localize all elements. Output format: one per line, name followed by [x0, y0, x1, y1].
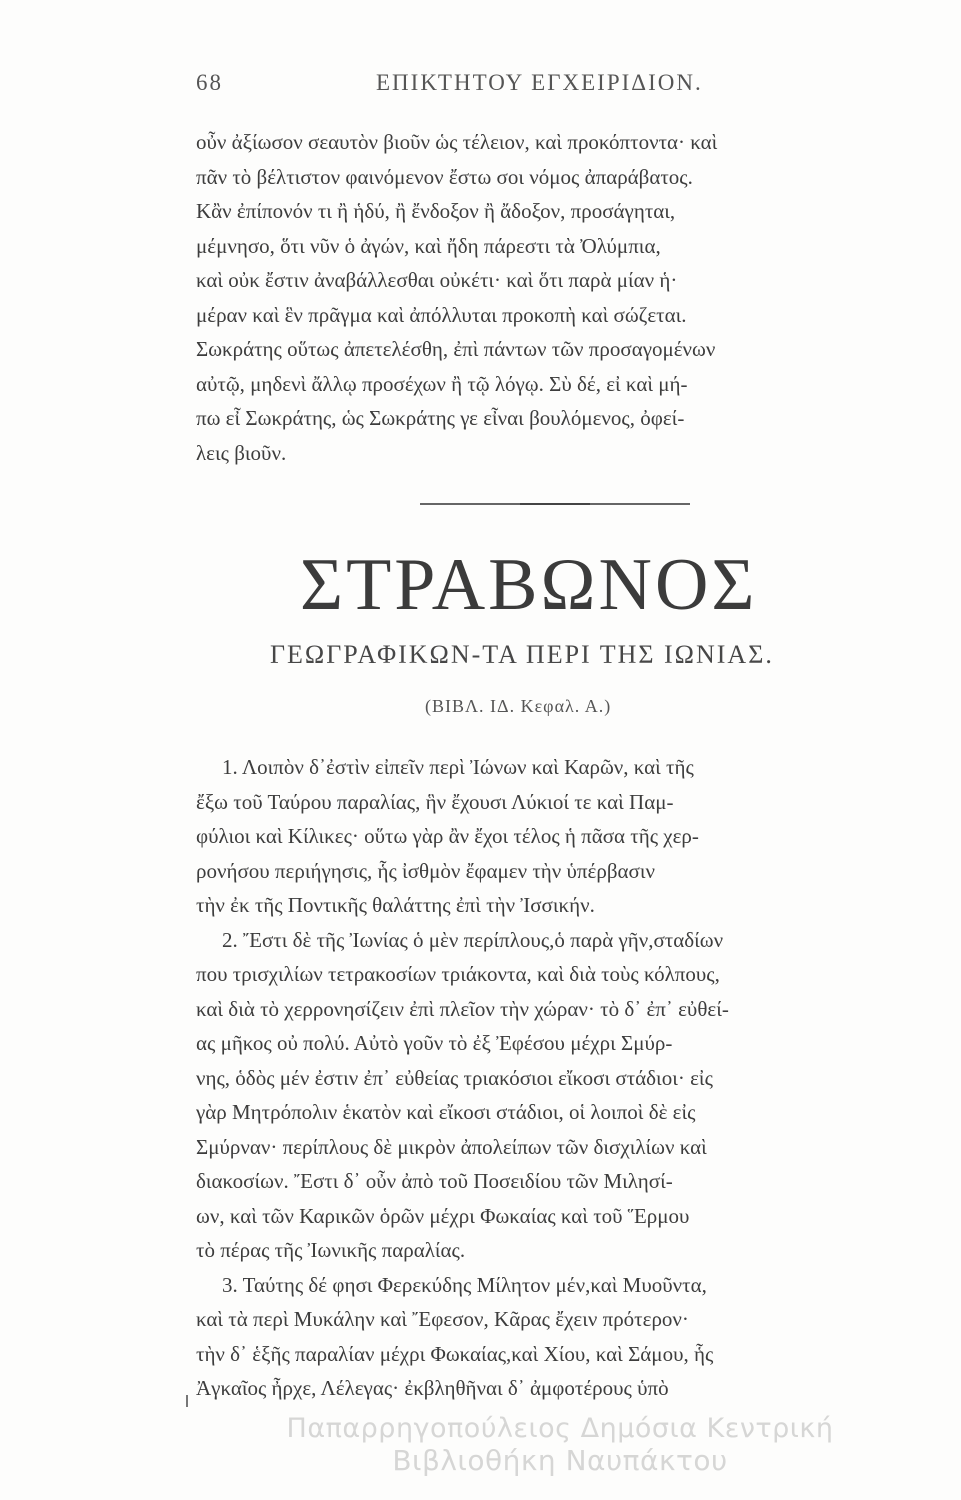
text-line: 1. Λοιπὸν δ᾽ἐστὶν εἰπεῖν περὶ Ἰώνων καὶ Καρῶν, καὶ τῆς: [222, 755, 694, 779]
text-line: καὶ οὐκ ἔστιν ἀναβάλλεσθαι οὐκέτι· καὶ ὅτι παρὰ μίαν ἡ·: [196, 268, 678, 292]
text-line: φύλιοι καὶ Κίλικες· οὕτω γὰρ ἂν ἔχοι τέλος ἡ πᾶσα τῆς χερ-: [196, 824, 699, 848]
margin-mark: [186, 1395, 188, 1407]
strabo-text-block: [196, 750, 911, 1406]
text-line: ρονήσου περιήγησις, ἧς ἰσθμὸν ἔφαμεν τὴν ὑπέρβασιν: [196, 858, 655, 883]
text-line: μέμνησο, ὅτι νῦν ὁ ἀγών, καὶ ἤδη πάρεστι τὰ Ὀλύμπια,: [196, 233, 661, 258]
text-line: καὶ τὰ περὶ Μυκάλην καὶ Ἔφεσον, Κᾶρας ἔχειν πρότερον·: [196, 1307, 689, 1331]
text-line: Σωκράτης οὕτως ἀπετελέσθη, ἐπὶ πάντων τῶν προσαγομένων: [196, 337, 716, 361]
text-line: ας μῆκος οὐ πολύ. Αὐτὸ γοῦν τὸ ἐξ Ἐφέσου μέχρι Σμύρ-: [196, 1031, 673, 1055]
text-line: Σμύρναν· περίπλους δὲ μικρὸν ἀπολείπων τῶν δισχιλίων καὶ: [196, 1134, 707, 1159]
epictetus-text-block: [196, 125, 911, 470]
text-line: πω εἶ Σωκράτης, ὡς Σωκράτης γε εἶναι βουλόμενος, ὀφεί-: [196, 406, 685, 430]
text-line: 2. Ἔστι δὲ τῆς Ἰωνίας ὁ μὲν περίπλους,ὁ παρὰ γῆν,σταδίων: [222, 927, 724, 952]
section-divider-rule: [420, 503, 690, 505]
text-line: ων, καὶ τῶν Καρικῶν ὁρῶν μέχρι Φωκαίας καὶ τοῦ Ἕρμου: [196, 1203, 690, 1228]
book-reference: (ΒΙΒΛ. ΙΔ. Κεφαλ. Α.): [425, 696, 612, 716]
section-title: ΣΤΡΑΒΩΝΟΣ: [300, 544, 758, 626]
text-line: τὴν ἐκ τῆς Ποντικῆς θαλάττης ἐπὶ τὴν Ἰσσικήν.: [196, 893, 595, 917]
text-line: λεις βιοῦν.: [196, 440, 287, 465]
text-line: που τρισχιλίων τετρακοσίων τριάκοντα, καὶ διὰ τοὺς κόλπους,: [196, 962, 720, 986]
library-watermark: [200, 1413, 920, 1477]
text-line: Ἀγκαῖος ἦρχε, Λέλεγας· ἐκβληθῆναι δ᾽ ἀμφοτέρους ὑπὸ: [196, 1376, 669, 1400]
text-line: διακοσίων. Ἔστι δ᾽ οὖν ἀπὸ τοῦ Ποσειδίου τῶν Μιλησί-: [196, 1169, 673, 1193]
page-number: 68: [196, 70, 223, 95]
text-line: πᾶν τὸ βέλτιστον φαινόμενον ἔστω σοι νόμος ἀπαράβατος.: [196, 164, 693, 189]
watermark-line-1: Παπαρρηγοπούλειος Δημόσια Κεντρική: [286, 1413, 834, 1444]
text-line: τὴν δ᾽ ἑξῆς παραλίαν μέχρι Φωκαίας,καὶ Χίου, καὶ Σάμου, ἧς: [196, 1341, 714, 1366]
text-line: οὖν ἀξίωσον σεαυτὸν βιοῦν ὡς τέλειον, καὶ προκόπτοντα· καὶ: [196, 130, 718, 154]
text-line: καὶ διὰ τὸ χερρονησίζειν ἐπὶ πλεῖον τὴν χώραν· τὸ δ᾽ ἐπ᾽ εὐθεί-: [196, 996, 729, 1021]
text-line: τὸ πέρας τῆς Ἰωνικῆς παραλίας.: [196, 1238, 466, 1262]
text-line: αὐτῷ, μηδενὶ ἄλλῳ προσέχων ἢ τῷ λόγῳ. Σὺ δέ, εἰ καὶ μή-: [196, 371, 688, 396]
text-line: γὰρ Μητρόπολιν ἑκατὸν καὶ εἴκοσι στάδιοι, οἱ λοιποὶ δὲ εἰς: [196, 1100, 696, 1124]
running-head-title: ΕΠΙΚΤΗΤΟΥ ΕΓΧΕΙΡΙΔΙΟΝ.: [376, 70, 703, 95]
section-subtitle: ΓΕΩΓΡΑΦΙΚΩΝ-ΤΑ ΠΕΡΙ ΤΗΣ ΙΩΝΙΑΣ.: [270, 640, 774, 669]
running-head: [196, 70, 896, 106]
text-line: ἔξω τοῦ Ταύρου παραλίας, ἣν ἔχουσι Λύκιοί τε καὶ Παμ-: [196, 789, 674, 814]
text-line: 3. Ταύτης δέ φησι Φερεκύδης Μίλητον μέν,καὶ Μυοῦντα,: [222, 1272, 707, 1297]
text-line: μέραν καὶ ἓν πρᾶγμα καὶ ἀπόλλυται προκοπὴ καὶ σώζεται.: [196, 302, 687, 327]
text-line: Κἂν ἐπίπονόν τι ἢ ἡδύ, ἢ ἔνδοξον ἢ ἄδοξον, προσάγηται,: [196, 199, 676, 223]
text-line: νης, ὁδὸς μέν ἐστιν ἐπ᾽ εὐθείας τριακόσιοι εἴκοσι στάδιοι· εἰς: [196, 1065, 713, 1090]
watermark-line-2: Βιβλιοθήκη Ναυπάκτου: [392, 1444, 728, 1477]
